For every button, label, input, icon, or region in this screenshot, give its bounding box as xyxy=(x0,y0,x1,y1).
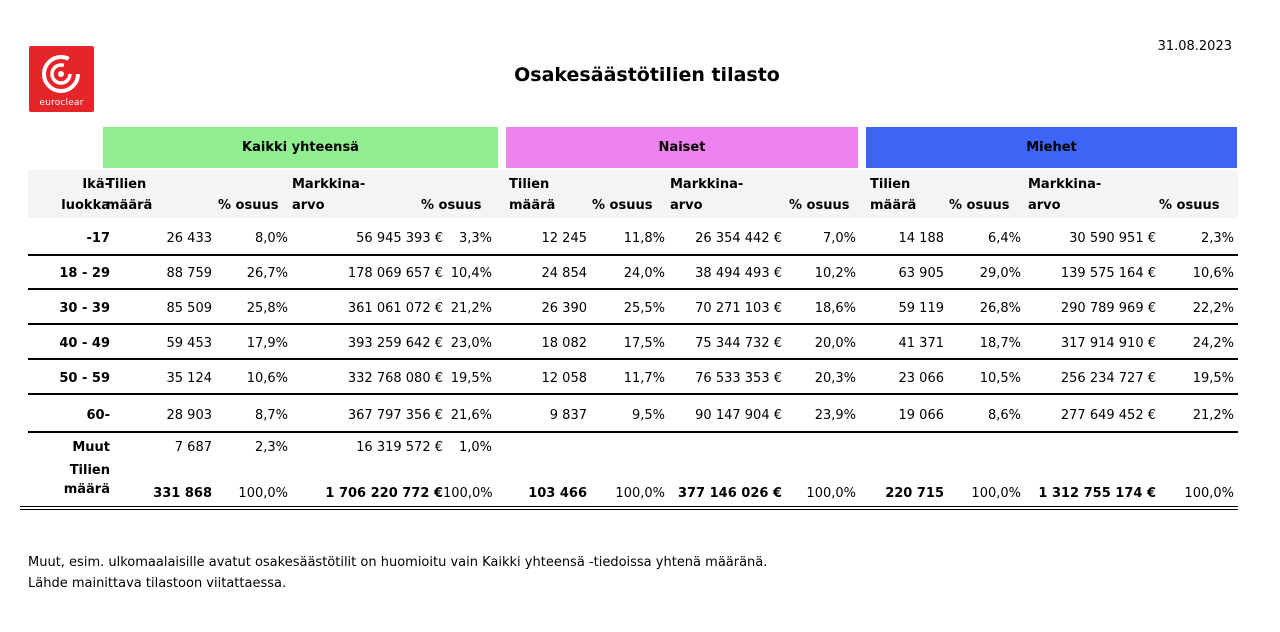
cell-all-pct: 26,7% xyxy=(246,266,288,281)
cell-all-pct: 2,3% xyxy=(254,440,288,455)
cell-all-value: 178 069 657 € xyxy=(347,266,443,281)
cell-all-vpct: 21,6% xyxy=(450,408,492,423)
total-label: Tilien määrä xyxy=(63,463,110,497)
row-age-label: -17 xyxy=(86,231,110,246)
footnote-2: Lähde mainittava tilastoon viitattaessa. xyxy=(28,576,287,591)
cell-f-pct: 9,5% xyxy=(631,408,665,423)
col-all-vshare: % osuus xyxy=(421,198,482,213)
cell-m-vpct: 10,6% xyxy=(1192,266,1234,281)
cell-m-value: 317 914 910 € xyxy=(1060,336,1156,351)
logo-text: euroclear xyxy=(39,98,84,108)
cell-all-vpct: 23,0% xyxy=(450,336,492,351)
cell-all-pct: 8,0% xyxy=(254,231,288,246)
total-row xyxy=(28,480,1238,508)
table-row xyxy=(28,295,1238,323)
cell-all-value: 16 319 572 € xyxy=(356,440,443,455)
row-divider xyxy=(28,431,1238,433)
cell-all-vpct: 100,0% xyxy=(443,486,493,501)
row-divider xyxy=(28,358,1238,360)
col-age: Ikä- luokka xyxy=(61,177,110,213)
table-row xyxy=(28,402,1238,430)
cell-all-pct: 10,6% xyxy=(246,371,288,386)
cell-f-value: 90 147 904 € xyxy=(695,408,782,423)
cell-m-value: 277 649 452 € xyxy=(1060,408,1156,423)
cell-f-pct: 24,0% xyxy=(623,266,665,281)
cell-m-vpct: 2,3% xyxy=(1200,231,1234,246)
cell-m-pct: 100,0% xyxy=(971,486,1021,501)
cell-m-value: 1 312 755 174 € xyxy=(1038,486,1156,501)
cell-f-count: 12 058 xyxy=(541,371,587,386)
cell-f-value: 26 354 442 € xyxy=(695,231,782,246)
cell-all-pct: 8,7% xyxy=(254,408,288,423)
row-age-label: 60- xyxy=(86,408,110,423)
cell-f-pct: 25,5% xyxy=(623,301,665,316)
cell-m-vpct: 19,5% xyxy=(1192,371,1234,386)
cell-f-pct: 100,0% xyxy=(615,486,665,501)
cell-all-vpct: 21,2% xyxy=(450,301,492,316)
cell-f-vpct: 18,6% xyxy=(814,301,856,316)
cell-m-vpct: 22,2% xyxy=(1192,301,1234,316)
cell-f-value: 70 271 103 € xyxy=(695,301,782,316)
cell-m-value: 30 590 951 € xyxy=(1069,231,1156,246)
cell-m-pct: 18,7% xyxy=(979,336,1021,351)
cell-m-pct: 29,0% xyxy=(979,266,1021,281)
footnotes xyxy=(28,552,767,594)
cell-f-vpct: 7,0% xyxy=(822,231,856,246)
col-m-value: Markkina- arvo xyxy=(1028,177,1102,213)
col-all-share: % osuus xyxy=(218,198,279,213)
cell-f-value: 377 146 026 € xyxy=(677,486,782,501)
cell-all-value: 393 259 642 € xyxy=(347,336,443,351)
cell-f-vpct: 20,0% xyxy=(814,336,856,351)
row-divider xyxy=(28,254,1238,256)
cell-m-pct: 6,4% xyxy=(987,231,1021,246)
col-f-share: % osuus xyxy=(592,198,653,213)
cell-all-pct: 25,8% xyxy=(246,301,288,316)
group-header-all: Kaikki yhteensä xyxy=(103,127,498,168)
cell-all-count: 85 509 xyxy=(166,301,212,316)
total-double-line-top xyxy=(20,506,1238,507)
cell-f-count: 103 466 xyxy=(528,486,587,501)
cell-m-count: 23 066 xyxy=(898,371,944,386)
col-f-count: Tilien määrä xyxy=(509,177,556,213)
col-all-count: Tilien määrä xyxy=(106,177,153,213)
cell-m-vpct: 21,2% xyxy=(1192,408,1234,423)
cell-m-count: 220 715 xyxy=(885,486,944,501)
table-row xyxy=(28,365,1238,393)
table-row xyxy=(28,260,1238,288)
cell-f-vpct: 20,3% xyxy=(814,371,856,386)
cell-m-count: 14 188 xyxy=(898,231,944,246)
cell-all-count: 331 868 xyxy=(153,486,212,501)
cell-all-vpct: 1,0% xyxy=(458,440,492,455)
group-header-women: Naiset xyxy=(506,127,858,168)
cell-m-pct: 10,5% xyxy=(979,371,1021,386)
row-age-label: 50 - 59 xyxy=(59,371,110,386)
col-all-value: Markkina- arvo xyxy=(292,177,366,213)
total-double-line-bottom xyxy=(20,509,1238,510)
cell-m-pct: 26,8% xyxy=(979,301,1021,316)
cell-all-count: 59 453 xyxy=(166,336,212,351)
page-title: Osakesäästötilien tilasto xyxy=(514,64,780,86)
cell-m-count: 59 119 xyxy=(898,301,944,316)
cell-f-count: 24 854 xyxy=(541,266,587,281)
row-age-label: 18 - 29 xyxy=(59,266,110,281)
cell-all-pct: 17,9% xyxy=(246,336,288,351)
cell-f-pct: 11,7% xyxy=(623,371,665,386)
col-m-share: % osuus xyxy=(949,198,1010,213)
cell-f-count: 9 837 xyxy=(549,408,587,423)
cell-f-value: 76 533 353 € xyxy=(695,371,782,386)
col-m-count: Tilien määrä xyxy=(870,177,917,213)
cell-m-pct: 8,6% xyxy=(987,408,1021,423)
cell-f-count: 18 082 xyxy=(541,336,587,351)
cell-f-value: 75 344 732 € xyxy=(695,336,782,351)
cell-m-vpct: 24,2% xyxy=(1192,336,1234,351)
cell-m-count: 19 066 xyxy=(898,408,944,423)
cell-all-value: 56 945 393 € xyxy=(356,231,443,246)
row-divider xyxy=(28,323,1238,325)
row-age-label: Muut xyxy=(72,440,110,455)
cell-m-value: 290 789 969 € xyxy=(1060,301,1156,316)
cell-f-pct: 11,8% xyxy=(623,231,665,246)
col-m-vshare: % osuus xyxy=(1159,198,1220,213)
group-header-men: Miehet xyxy=(866,127,1237,168)
cell-all-count: 7 687 xyxy=(174,440,212,455)
cell-all-value: 332 768 080 € xyxy=(347,371,443,386)
cell-all-value: 367 797 356 € xyxy=(347,408,443,423)
row-divider xyxy=(28,288,1238,290)
cell-all-count: 26 433 xyxy=(166,231,212,246)
table-row xyxy=(28,330,1238,358)
cell-all-count: 88 759 xyxy=(166,266,212,281)
other-row xyxy=(28,434,1238,462)
cell-m-count: 63 905 xyxy=(898,266,944,281)
footnote-1: Muut, esim. ulkomaalaisille avatut osakesäästötilit on huomioitu vain Kaikki yhteensä -tiedoissa yhtenä määränä. xyxy=(28,555,768,570)
row-age-label: 40 - 49 xyxy=(59,336,110,351)
cell-m-value: 256 234 727 € xyxy=(1060,371,1156,386)
cell-all-count: 35 124 xyxy=(166,371,212,386)
col-f-vshare: % osuus xyxy=(789,198,850,213)
cell-all-vpct: 19,5% xyxy=(450,371,492,386)
cell-m-value: 139 575 164 € xyxy=(1060,266,1156,281)
cell-m-vpct: 100,0% xyxy=(1184,486,1234,501)
cell-f-pct: 17,5% xyxy=(623,336,665,351)
col-f-value: Markkina- arvo xyxy=(670,177,744,213)
cell-m-count: 41 371 xyxy=(898,336,944,351)
cell-all-pct: 100,0% xyxy=(238,486,288,501)
cell-f-count: 26 390 xyxy=(541,301,587,316)
cell-all-count: 28 903 xyxy=(166,408,212,423)
cell-all-value: 361 061 072 € xyxy=(347,301,443,316)
cell-f-vpct: 10,2% xyxy=(814,266,856,281)
cell-f-vpct: 100,0% xyxy=(806,486,856,501)
row-divider xyxy=(28,393,1238,395)
table-row xyxy=(28,225,1238,253)
report-date: 31.08.2023 xyxy=(1157,39,1232,54)
cell-all-vpct: 10,4% xyxy=(450,266,492,281)
cell-f-vpct: 23,9% xyxy=(814,408,856,423)
row-age-label: 30 - 39 xyxy=(59,301,110,316)
cell-f-count: 12 245 xyxy=(541,231,587,246)
cell-all-value: 1 706 220 772 € xyxy=(325,486,443,501)
cell-f-value: 38 494 493 € xyxy=(695,266,782,281)
cell-all-vpct: 3,3% xyxy=(458,231,492,246)
